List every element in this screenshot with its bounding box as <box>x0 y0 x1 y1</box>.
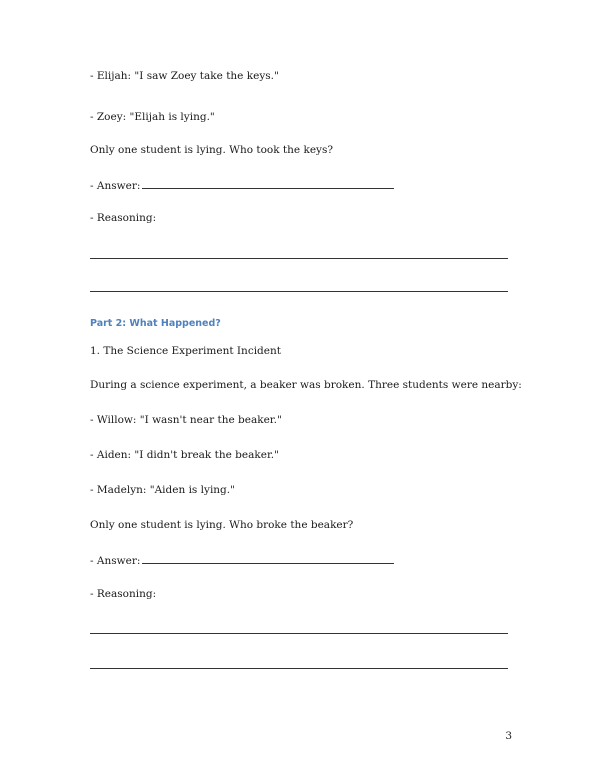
answer-label: - Answer: <box>90 555 141 567</box>
scenario-title: 1. The Science Experiment Incident <box>90 345 281 357</box>
reasoning-line-1[interactable] <box>90 633 508 634</box>
answer-label: - Answer: <box>90 180 141 192</box>
reasoning-label-beaker: - Reasoning: <box>90 588 157 600</box>
question-beaker: Only one student is lying. Who broke the beaker? <box>90 519 354 531</box>
reasoning-line-2[interactable] <box>90 291 508 292</box>
reasoning-line-2[interactable] <box>90 668 508 669</box>
part2-heading: Part 2: What Happened? <box>90 318 221 329</box>
answer-row-keys <box>90 178 394 193</box>
statement-willow: - Willow: "I wasn't near the beaker." <box>90 414 282 426</box>
question-keys: Only one student is lying. Who took the keys? <box>90 144 333 156</box>
reasoning-line-1[interactable] <box>90 258 508 259</box>
reasoning-label-keys: - Reasoning: <box>90 212 157 224</box>
answer-blank-line[interactable] <box>142 553 394 564</box>
statement-zoey: - Zoey: "Elijah is lying." <box>90 111 215 123</box>
page-number: 3 <box>505 730 512 742</box>
statement-aiden: - Aiden: "I didn't break the beaker." <box>90 449 279 461</box>
statement-elijah: - Elijah: "I saw Zoey take the keys." <box>90 70 279 82</box>
answer-row-beaker <box>90 553 394 568</box>
answer-blank-line[interactable] <box>142 178 394 189</box>
scenario-intro: During a science experiment, a beaker was broken. Three students were nearby: <box>90 379 522 391</box>
statement-madelyn: - Madelyn: "Aiden is lying." <box>90 484 235 496</box>
